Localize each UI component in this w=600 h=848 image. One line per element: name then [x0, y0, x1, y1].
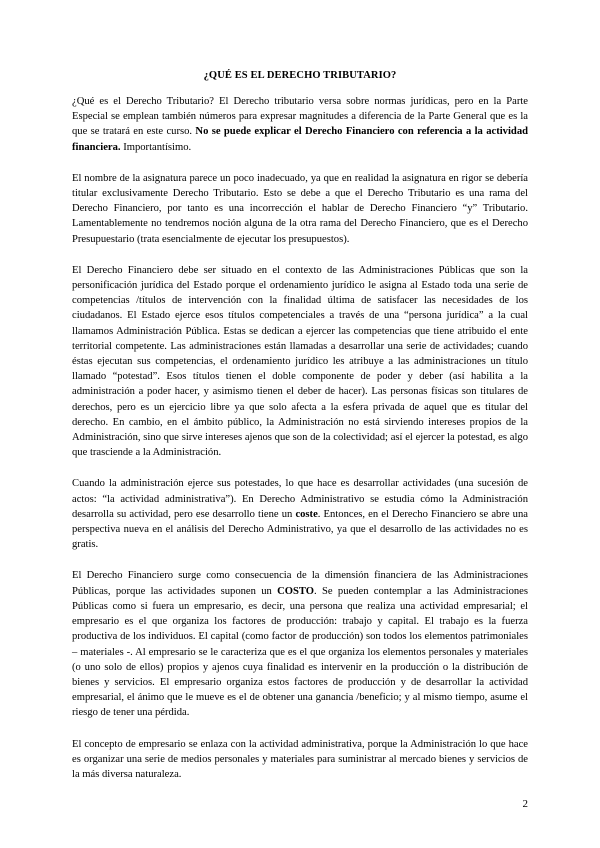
paragraph-5-text: El Derecho Financiero surge como consecuencia de la dimensión financiera de las Administraciones Públicas, porque las actividades suponen un — [72, 570, 528, 597]
paragraph-1-tail: Importantísimo. — [120, 141, 192, 153]
paragraph-1 — [72, 94, 528, 155]
paragraph-5 — [72, 568, 528, 720]
paragraph-4-text: Cuando la administración ejerce sus potestades, lo que hace es desarrollar actividades (una sucesión de actos: “la actividad administrativa”). En Derecho Administrativo se estudia cómo la Administración desarrolla su actividad, pero ese desarrollo tiene un — [72, 478, 528, 520]
paragraph-2: El nombre de la asignatura parece un poco inadecuado, ya que en realidad la asignatura en rigor se debería titular exclusivamente Derecho Tributario. Esto se debe a que el Derecho Tributario es una rama del Derecho Financiero, por tanto es una incorrección el hablar de Derecho Financiero “y” Tributario. Lamentablemente no tendremos noción alguna de la otra rama del Derecho Financiero, que es el Derecho Presupuestario (trata esencialmente de ejecutar los presupuestos). — [72, 172, 528, 245]
paragraph-6: El concepto de empresario se enlaza con la actividad administrativa, porque la Administración lo que hace es organizar una serie de medios personales y materiales para suministrar al mercado bienes y servicios de la más diversa naturaleza. — [72, 738, 528, 780]
paragraph-1-emphasis: No se puede explicar el Derecho Financiero con referencia a la actividad financiera. — [72, 126, 529, 153]
document-page — [72, 70, 528, 798]
paragraph-4-tail: . Entonces, en el Derecho Financiero se abre una perspectiva nueva en el análisis del Derecho Administrativo, ya que el desarrollo de las actividades no es gratis. — [72, 508, 528, 551]
paragraph-3: El Derecho Financiero debe ser situado en el contexto de las Administraciones Públicas que son la personificación jurídica del Estado porque el ordenamiento jurídico le asigna al Estado toda una serie de competencias /títulos de intervención con la finalidad última de satisfacer las necesidades de los ciudadanos. El Estado ejerce esos títulos competenciales a través de una “persona jurídica” a la cual llamamos Administración Pública. Estas se dedican a ejercer las competencias que tiene atribuido el ente territorial competente. Las administraciones están llamadas a desarrollar una serie de actividades; cuando éstas ejecutan sus competencias, el ordenamiento jurídico les atribuye a las administraciones un título llamado “potestad”. Esos títulos tienen el doble componente de poder y deber (así habilita a la administración a poder hacer, y asimismo tienen el deber de hacer). Las personas físicas son titulares de derechos, pero es un ejercicio libre ya que solo afecta a la esfera privada de aquel que es titular del derecho. En cambio, en el ámbito público, la Administración no está sirviendo intereses propios de la Administración, sino que sirve intereses ajenos que son de la colectividad; así el ejercer la potestad, es algo que trasciende a la Administración. — [72, 264, 528, 459]
paragraph-4 — [72, 476, 528, 552]
paragraph-1-text: ¿Qué es el Derecho Tributario? El Derecho tributario versa sobre normas jurídicas, pero en la Parte Especial se emplean también números para expresar magnitudes a diferencia de la Parte General que es la que se tratará en este curso. — [72, 96, 528, 138]
page-number: 2 — [522, 798, 528, 810]
paragraph-5-emphasis: COSTO — [277, 585, 315, 597]
document-title: ¿QUÉ ES EL DERECHO TRIBUTARIO? — [203, 70, 397, 81]
paragraph-4-emphasis: coste — [295, 508, 318, 520]
paragraph-5-tail: . Se pueden contemplar a las Administraciones Públicas como si fuera un empresario, es decir, una persona que realiza una actividad empresarial; el empresario es el que organiza los factores de producción: trabajo y capital. El trabajo es la fuerza productiva de los individuos. El capital (como factor de producción) son todos los elementos patrimoniales – materiales -. Al empresario se le caracteriza que es el que organiza los elementos personales y materiales (o uno solo de ellos) propios y ajenos cuya finalidad es intervenir en la producción o la distribución de bienes y servicios. El empresario organiza estos factores de producción y de desarrollar la actividad empresarial, el ánimo que le mueve es el de obtener una ganancia /beneficio; y al mismo tiempo, asume el riesgo de tener una pérdida. — [72, 585, 528, 719]
